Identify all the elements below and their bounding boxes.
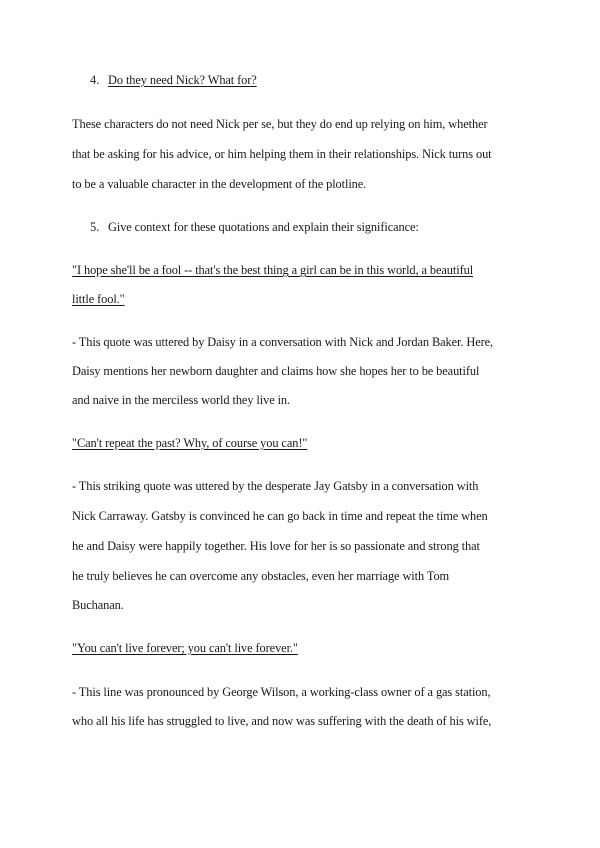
quote-2-explanation-line: - This striking quote was uttered by the desperate Jay Gatsby in a conversation with bbox=[72, 479, 479, 493]
quote-1-line: "I hope she'll be a fool -- that's the best thing a girl can be in this world, a beautiful bbox=[72, 263, 474, 277]
quote-2-explanation-line: he and Daisy were happily together. His love for her is so passionate and strong that bbox=[72, 539, 480, 553]
q5-title: Give context for these quotations and explain their significance: bbox=[108, 220, 419, 234]
quote-1-explanation-line: and naive in the merciless world they live in. bbox=[72, 393, 291, 407]
quote-2-explanation-line: Buchanan. bbox=[72, 598, 124, 612]
quote-3-explanation-line: - This line was pronounced by George Wilson, a working-class owner of a gas station, bbox=[72, 685, 491, 699]
q4-number: 4. bbox=[90, 73, 100, 87]
quote-1-explanation-line: - This quote was uttered by Daisy in a conversation with Nick and Jordan Baker. Here, bbox=[72, 335, 494, 349]
quote-1-line: little fool." bbox=[72, 292, 125, 306]
q4-answer-line: These characters do not need Nick per se, but they do end up relying on him, whether bbox=[72, 117, 488, 131]
quote-3-explanation-line: who all his life has struggled to live, and now was suffering with the death of his wife, bbox=[72, 714, 492, 728]
quote-2-explanation-line: he truly believes he can overcome any obstacles, even her marriage with Tom bbox=[72, 569, 450, 583]
quote-2-line: "Can't repeat the past? Why, of course you can!" bbox=[72, 436, 308, 450]
q4-answer-line: to be a valuable character in the development of the plotline. bbox=[72, 177, 367, 191]
q4-answer-line: that be asking for his advice, or him helping them in their relationships. Nick turns out bbox=[72, 147, 492, 161]
quote-2-explanation-line: Nick Carraway. Gatsby is convinced he can go back in time and repeat the time when bbox=[72, 509, 488, 523]
quote-3-line: "You can't live forever; you can't live forever." bbox=[72, 641, 298, 655]
q5-number: 5. bbox=[90, 220, 100, 234]
q4-title: Do they need Nick? What for? bbox=[108, 73, 257, 87]
quote-1-explanation-line: Daisy mentions her newborn daughter and claims how she hopes her to be beautiful bbox=[72, 364, 480, 378]
